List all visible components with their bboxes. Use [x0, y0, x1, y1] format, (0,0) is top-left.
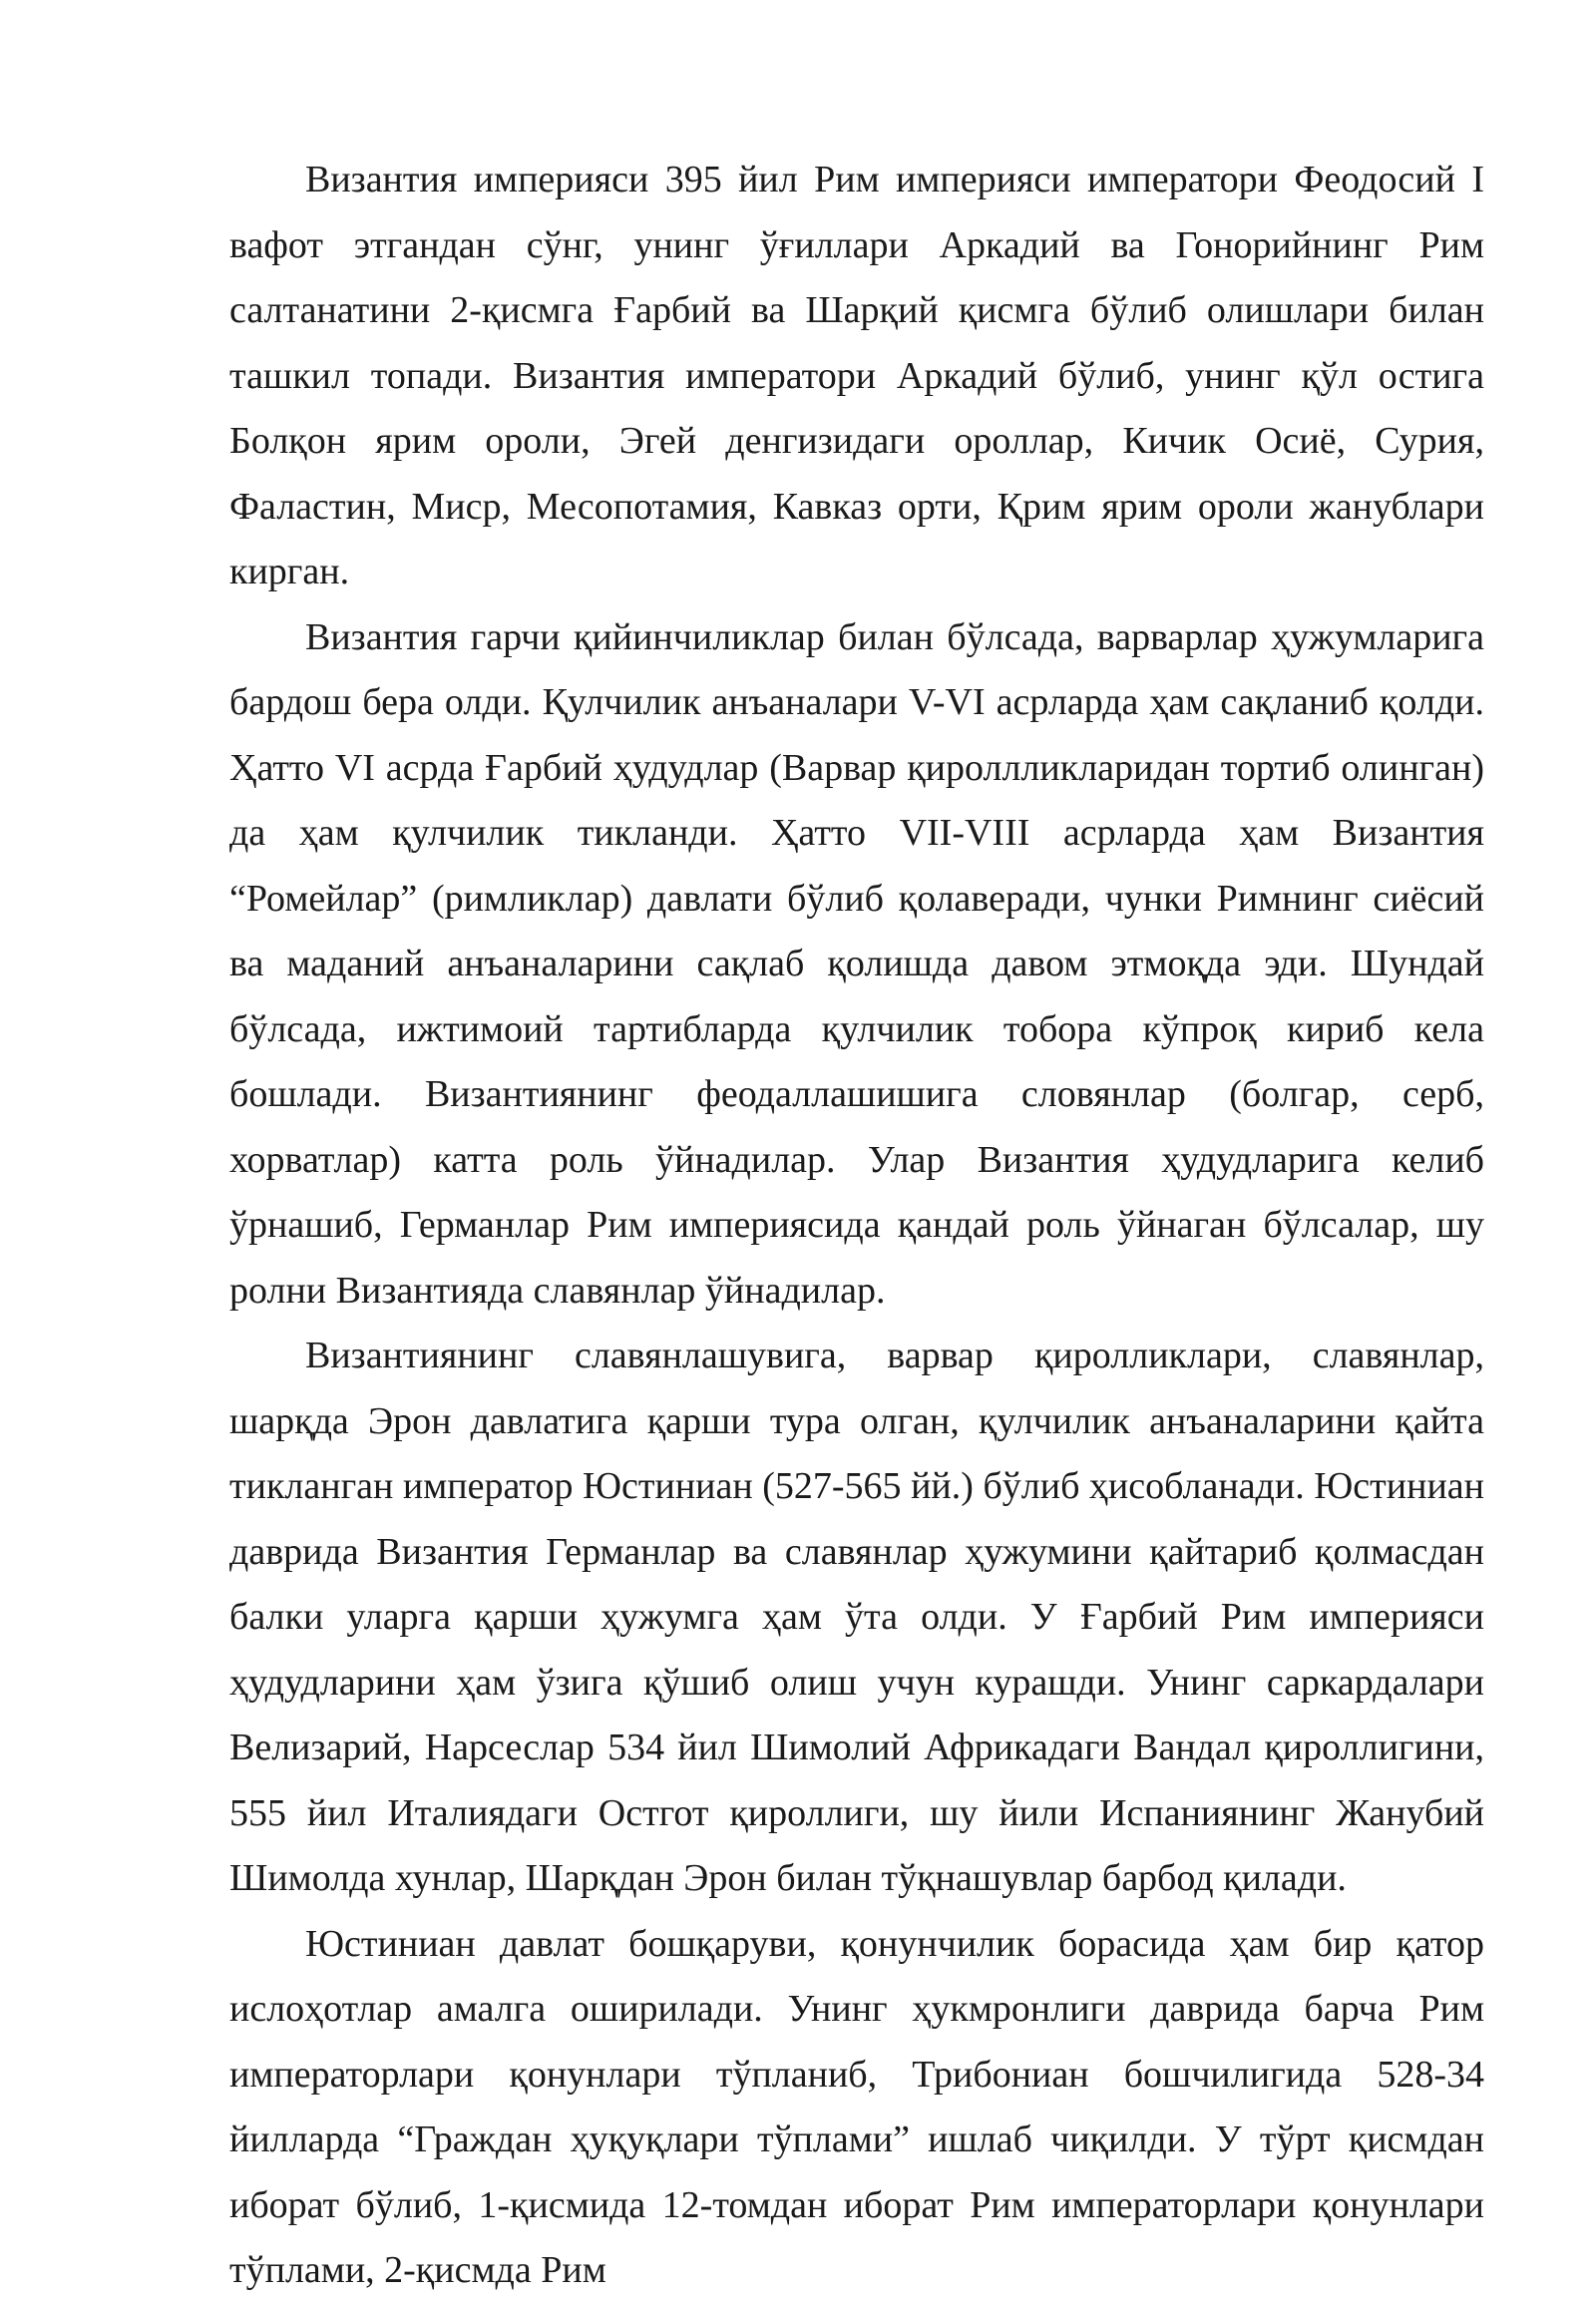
paragraph-byzantium-founding: Византия империяси 395 йил Рим империяси императори Феодосий I вафот этгандан сўнг, унинг ўғиллари Аркадий ва Гонорийнинг Рим салтанатини 2-қисмга Ғарбий ва Шарқий қисмга бўлиб олишлари билан ташкил топади. Византия императори Аркадий бўлиб, унинг қўл остига Болқон ярим ороли, Эгей денгизидаги ороллар, Кичик Осиё, Сурия, Фаластин, Миср, Месопотамия, Кавказ орти, Қрим ярим ороли жанублари кирган.: [229, 159, 1484, 592]
document-page: [229, 148, 1484, 2304]
paragraph-justinian-reforms: Юстиниан давлат бошқаруви, қонунчилик борасида ҳам бир қатор ислоҳотлар амалга оширилади. Унинг ҳукмронлиги даврида барча Рим императорлари қонунлари тўпланиб, Трибониан бошчилигида 528-34 йилларда “Граждан ҳуқуқлари тўплами” ишлаб чиқилди. У тўрт қисмдан иборат бўлиб, 1-қисмида 12-томдан иборат Рим императорлари қонунлари тўплами, 2-қисмда Рим: [229, 1922, 1484, 2291]
paragraph-justinian-campaigns: Византиянинг славянлашувига, варвар қиролликлари, славянлар, шарқда Эрон давлатига қарши тура олган, қулчилик анъаналарини қайта тикланган император Юстиниан (527-565 йй.) бўлиб ҳисобланади. Юстиниан даврида Византия Германлар ва славянлар ҳужумини қайтариб қолмасдан балки уларга қарши ҳужумга ҳам ўта олди. У Ғарбий Рим империяси ҳудудларини ҳам ўзига қўшиб олиш учун курашди. Унинг саркардалари Велизарий, Нарсеслар 534 йил Шимолий Африкадаги Вандал қироллигини, 555 йил Италиядаги Остгот қироллиги, шу йили Испаниянинг Жанубий Шимолда хунлар, Шарқдан Эрон билан тўқнашувлар барбод қилади.: [229, 1335, 1484, 1899]
paragraph-byzantium-slavery: Византия гарчи қийинчиликлар билан бўлсада, варварлар ҳужумларига бардош бера олди. Қулчилик анъаналари V-VI асрларда ҳам сақланиб қолди. Ҳатто VI асрда Ғарбий ҳудудлар (Варвар қироллликларидан тортиб олинган) да ҳам қулчилик тикланди. Ҳатто VII-VIII асрларда ҳам Византия “Ромейлар” (римликлар) давлати бўлиб қолаверади, чунки Римнинг сиёсий ва маданий анъаналарини сақлаб қолишда давом этмоқда эди. Шундай бўлсада, ижтимоий тартибларда қулчилик тобора кўпроқ кириб кела бошлади. Византиянинг феодаллашишига словянлар (болгар, серб, хорватлар) катта роль ўйнадилар. Улар Византия ҳудудларига келиб ўрнашиб, Германлар Рим империясида қандай роль ўйнаган бўлсалар, шу ролни Византияда славянлар ўйнадилар.: [229, 615, 1484, 1312]
